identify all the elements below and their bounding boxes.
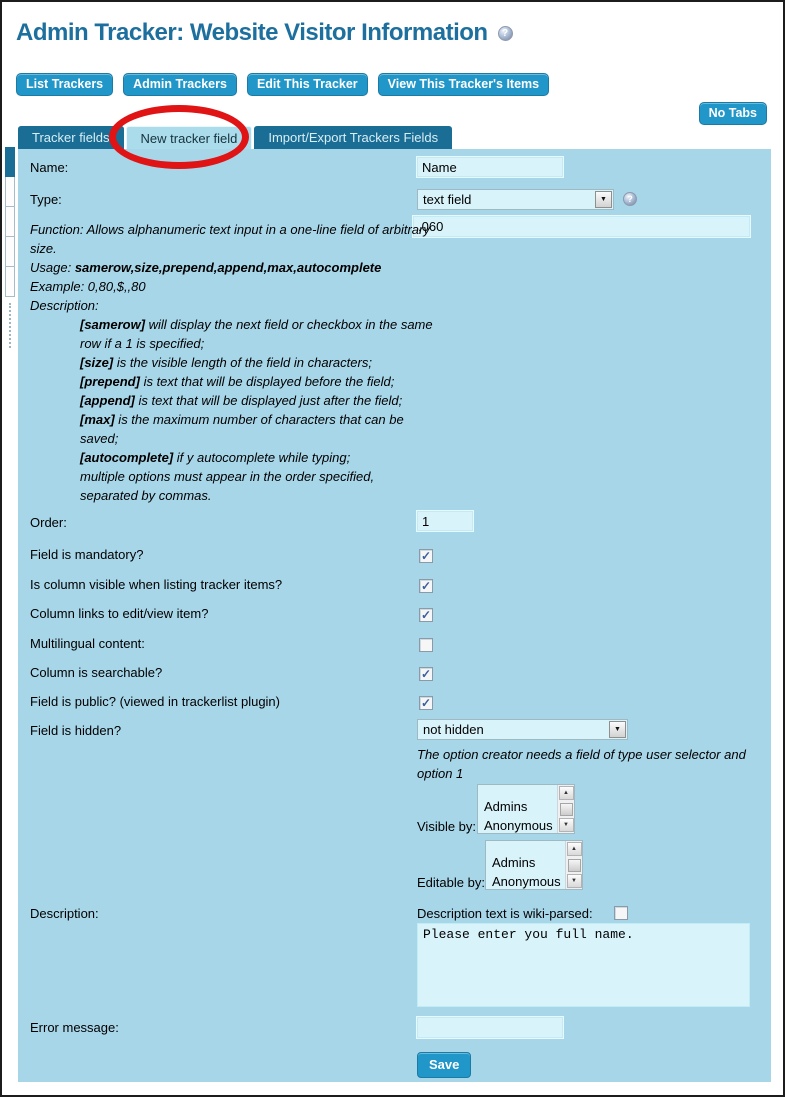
rail-box xyxy=(5,267,15,297)
no-tabs-button[interactable]: No Tabs xyxy=(699,102,767,125)
editable-by-label: Editable by: xyxy=(417,875,485,890)
column-links-checkbox[interactable] xyxy=(419,608,433,622)
description-label: Description: xyxy=(30,906,99,921)
check-icon: ✓ xyxy=(420,549,432,563)
check-icon: ✓ xyxy=(420,667,432,681)
editable-by-scrollbar[interactable] xyxy=(565,841,582,889)
list-item[interactable]: Admins xyxy=(492,855,536,870)
name-input[interactable] xyxy=(417,157,563,177)
type-select-value: text field xyxy=(423,192,472,207)
list-item[interactable]: Anonymous xyxy=(492,874,561,889)
doc-option-items xyxy=(80,315,434,505)
visible-by-options xyxy=(478,785,557,833)
searchable-label: Column is searchable? xyxy=(30,665,163,680)
chevron-down-icon[interactable]: ▼ xyxy=(609,721,626,738)
visible-by-label: Visible by: xyxy=(417,819,477,834)
list-item[interactable]: Anonymous xyxy=(484,818,553,833)
new-tracker-field-form xyxy=(18,149,771,1082)
rail-dotted-divider xyxy=(9,303,11,348)
doc-description-label: Description: xyxy=(30,298,99,313)
left-column-rail xyxy=(5,147,15,348)
admin-trackers-button[interactable]: Admin Trackers xyxy=(123,73,237,96)
mandatory-label: Field is mandatory? xyxy=(30,547,144,562)
edit-this-tracker-button[interactable]: Edit This Tracker xyxy=(247,73,368,96)
list-item[interactable]: Admins xyxy=(484,799,528,814)
editable-by-listbox[interactable] xyxy=(485,840,583,890)
doc-item: [autocomplete] if y autocomplete while typing; xyxy=(80,450,351,465)
chevron-down-icon[interactable]: ▼ xyxy=(595,191,612,208)
rail-box xyxy=(5,177,15,207)
order-label: Order: xyxy=(30,515,67,530)
scroll-up-icon[interactable]: ▲ xyxy=(559,786,574,800)
hidden-option-note: The option creator needs a field of type user selector and option 1 xyxy=(417,747,746,781)
column-toggle-handle[interactable] xyxy=(5,147,15,177)
field-hidden-select-value: not hidden xyxy=(423,722,484,737)
multilingual-checkbox[interactable] xyxy=(419,638,433,652)
doc-example-line: Example: 0,80,$,,80 xyxy=(30,279,146,294)
tab-new-tracker-field[interactable]: New tracker field xyxy=(126,126,253,149)
wiki-parsed-checkbox[interactable] xyxy=(614,906,628,920)
rail-box xyxy=(5,237,15,267)
toolbar xyxy=(16,73,549,96)
searchable-checkbox[interactable] xyxy=(419,667,433,681)
tab-import-export-trackers-fields[interactable]: Import/Export Trackers Fields xyxy=(254,126,452,149)
field-hidden-label: Field is hidden? xyxy=(30,723,122,738)
scroll-thumb[interactable] xyxy=(560,803,573,816)
help-icon[interactable]: ? xyxy=(498,26,513,41)
doc-item: [prepend] is text that will be displayed before the field; xyxy=(80,374,395,389)
doc-item: [samerow] will display the next field or checkbox in the same row if a 1 is specified; xyxy=(80,317,433,351)
column-visible-checkbox[interactable] xyxy=(419,579,433,593)
page-title-text: Admin Tracker: Website Visitor Information xyxy=(16,19,488,46)
doc-function-line: Function: Allows alphanumeric text input in a one-line field of arbitrary size. xyxy=(30,222,430,256)
doc-usage-line: Usage: samerow,size,prepend,append,max,autocomplete xyxy=(30,260,382,275)
field-public-label: Field is public? (viewed in trackerlist plugin) xyxy=(30,694,280,709)
visible-by-listbox[interactable] xyxy=(477,784,575,834)
column-links-label: Column links to edit/view item? xyxy=(30,606,209,621)
name-label: Name: xyxy=(30,160,69,175)
doc-item: [append] is text that will be displayed just after the field; xyxy=(80,393,403,408)
type-label: Type: xyxy=(30,192,62,207)
wiki-parsed-label: Description text is wiki-parsed: xyxy=(417,906,593,921)
tabstrip xyxy=(18,126,454,149)
check-icon: ✓ xyxy=(420,608,432,622)
mandatory-checkbox[interactable] xyxy=(419,549,433,563)
error-message-input[interactable] xyxy=(417,1017,563,1038)
field-type-documentation xyxy=(30,220,434,505)
list-trackers-button[interactable]: List Trackers xyxy=(16,73,113,96)
type-select[interactable] xyxy=(417,189,614,210)
save-button[interactable]: Save xyxy=(417,1052,471,1078)
field-hidden-select[interactable] xyxy=(417,719,628,740)
description-textarea[interactable] xyxy=(417,923,750,1007)
field-options-input[interactable] xyxy=(413,216,750,237)
scroll-up-icon[interactable]: ▲ xyxy=(567,842,582,856)
type-help-icon[interactable]: ? xyxy=(623,192,637,206)
scroll-down-icon[interactable]: ▼ xyxy=(567,874,582,888)
doc-item: [size] is the visible length of the field in characters; xyxy=(80,355,372,370)
multilingual-label: Multilingual content: xyxy=(30,636,145,651)
editable-by-options xyxy=(486,841,565,889)
error-message-label: Error message: xyxy=(30,1020,119,1035)
order-input[interactable] xyxy=(417,511,473,531)
check-icon: ✓ xyxy=(420,696,432,710)
scroll-down-icon[interactable]: ▼ xyxy=(559,818,574,832)
visible-by-scrollbar[interactable] xyxy=(557,785,574,833)
doc-item: [max] is the maximum number of characters that can be saved; xyxy=(80,412,404,446)
field-public-checkbox[interactable] xyxy=(419,696,433,710)
tab-tracker-fields[interactable]: Tracker fields xyxy=(18,126,124,149)
page-title xyxy=(16,19,513,47)
doc-item: multiple options must appear in the order specified, separated by commas. xyxy=(80,469,375,503)
view-trackers-items-button[interactable]: View This Tracker's Items xyxy=(378,73,549,96)
rail-box xyxy=(5,207,15,237)
column-visible-label: Is column visible when listing tracker items? xyxy=(30,577,283,592)
scroll-thumb[interactable] xyxy=(568,859,581,872)
check-icon: ✓ xyxy=(420,579,432,593)
